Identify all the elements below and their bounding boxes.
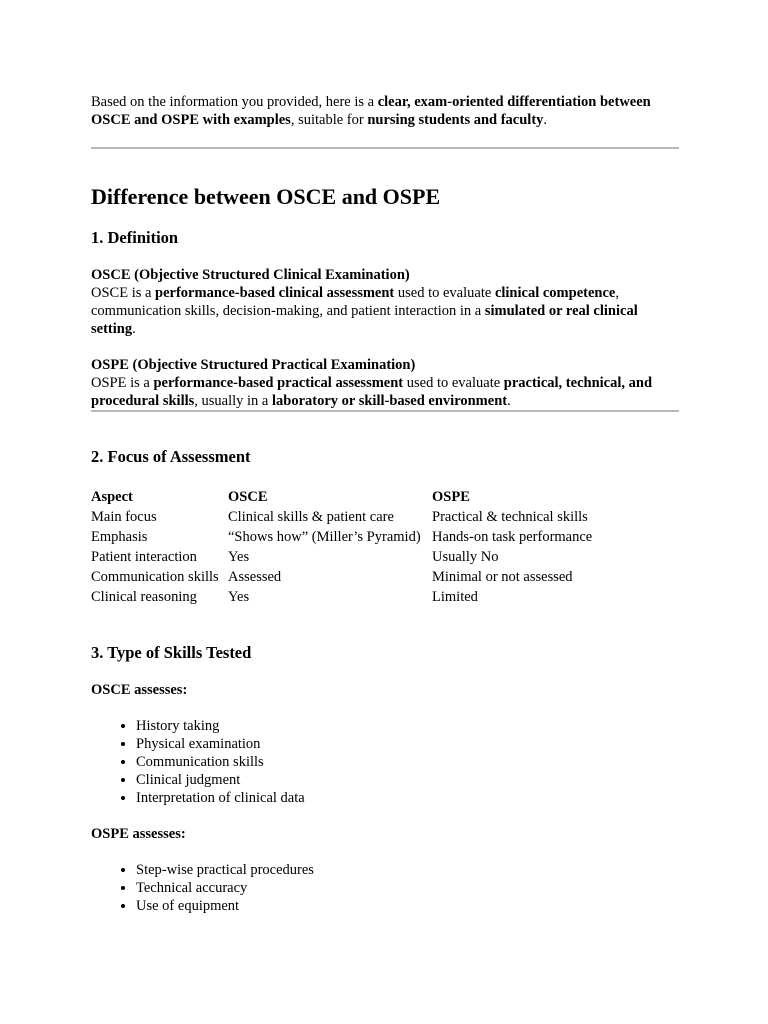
intro-text-2: , suitable for xyxy=(290,112,368,128)
list-item: • Interpretation of clinical data xyxy=(136,789,679,807)
table-cell: Practical & technical skills xyxy=(432,509,588,525)
table-cell: Patient interaction xyxy=(91,549,197,565)
table-row xyxy=(91,547,612,567)
intro-text-3: . xyxy=(543,112,548,128)
list-item: • Step-wise practical procedures xyxy=(136,861,679,879)
ospe-skills-list xyxy=(91,861,679,915)
skills-heading: 3. Type of Skills Tested xyxy=(91,643,252,662)
ospe-def-b3: laboratory or skill-based environment xyxy=(272,393,508,409)
osce-def-t3: , communication skills, decision-making, and patient interaction in a xyxy=(91,285,619,319)
list-item: • Clinical judgment xyxy=(136,771,679,789)
list-item: • Physical examination xyxy=(136,735,679,753)
table-cell: Assessed xyxy=(228,569,282,585)
ospe-name: OSPE (Objective Structured Practical Examination) xyxy=(91,357,416,373)
divider-2 xyxy=(91,410,679,412)
comparison-table xyxy=(91,487,612,607)
intro-text-1: Based on the information you provided, here is a xyxy=(91,94,378,110)
ospe-def-t2: used to evaluate xyxy=(403,375,504,391)
ospe-def-t3: , usually in a xyxy=(194,393,272,409)
ospe-definition xyxy=(91,356,679,410)
list-item: • Communication skills xyxy=(136,753,679,771)
focus-heading: 2. Focus of Assessment xyxy=(91,447,251,466)
table-cell: Hands-on task performance xyxy=(432,529,593,545)
table-cell: Emphasis xyxy=(91,529,148,545)
table-cell: Clinical skills & patient care xyxy=(228,509,394,525)
osce-def-t2: used to evaluate xyxy=(394,285,495,301)
intro-paragraph xyxy=(91,93,679,129)
osce-definition-text xyxy=(91,284,679,338)
osce-name: OSCE (Objective Structured Clinical Examination) xyxy=(91,267,410,283)
table-cell: Clinical reasoning xyxy=(91,589,197,605)
osce-def-b2: clinical competence xyxy=(494,285,616,301)
ospe-def-b1: performance-based practical assessment xyxy=(153,375,404,391)
definition-heading: 1. Definition xyxy=(91,228,179,247)
table-cell: Communication skills xyxy=(91,569,219,585)
intro-bold-1: clear, exam-oriented differentiation between OSCE and OSPE with examples xyxy=(91,94,651,128)
document-page xyxy=(91,93,679,915)
osce-def-b3: simulated or real clinical setting xyxy=(91,303,638,337)
osce-definition xyxy=(91,266,679,338)
table-row xyxy=(91,527,612,547)
column-header-osce: OSCE xyxy=(228,489,268,505)
ospe-def-t4: . xyxy=(507,393,511,409)
divider-1 xyxy=(91,147,679,149)
ospe-def-t1: OSPE is a xyxy=(91,375,154,391)
list-item: • Use of equipment xyxy=(136,897,679,915)
osce-def-t1: OSCE is a xyxy=(91,285,156,301)
table-cell: “Shows how” (Miller’s Pyramid) xyxy=(228,529,421,545)
table-cell: Usually No xyxy=(432,549,499,565)
table-row xyxy=(91,507,612,527)
table-cell: Yes xyxy=(228,589,250,605)
ospe-assesses-label: OSPE assesses: xyxy=(91,826,186,842)
intro-bold-2: nursing students and faculty xyxy=(367,112,544,128)
ospe-def-b2: practical, technical, and procedural skills xyxy=(91,375,653,409)
osce-def-t4: . xyxy=(132,321,136,337)
osce-skills-list xyxy=(91,717,679,807)
table-cell: Limited xyxy=(432,589,478,605)
list-item: • History taking xyxy=(136,717,679,735)
table-header-row xyxy=(91,487,612,507)
column-header-aspect: Aspect xyxy=(91,489,133,505)
table-row xyxy=(91,587,612,607)
osce-assesses-label: OSCE assesses: xyxy=(91,682,188,698)
list-item: • Technical accuracy xyxy=(136,879,679,897)
table-cell: Minimal or not assessed xyxy=(432,569,573,585)
table-cell: Main focus xyxy=(91,509,157,525)
page-title: Difference between OSCE and OSPE xyxy=(91,184,441,209)
table-row xyxy=(91,567,612,587)
table-cell: Yes xyxy=(228,549,250,565)
osce-def-b1: performance-based clinical assessment xyxy=(155,285,395,301)
ospe-definition-text xyxy=(91,374,679,410)
column-header-ospe: OSPE xyxy=(432,489,470,505)
